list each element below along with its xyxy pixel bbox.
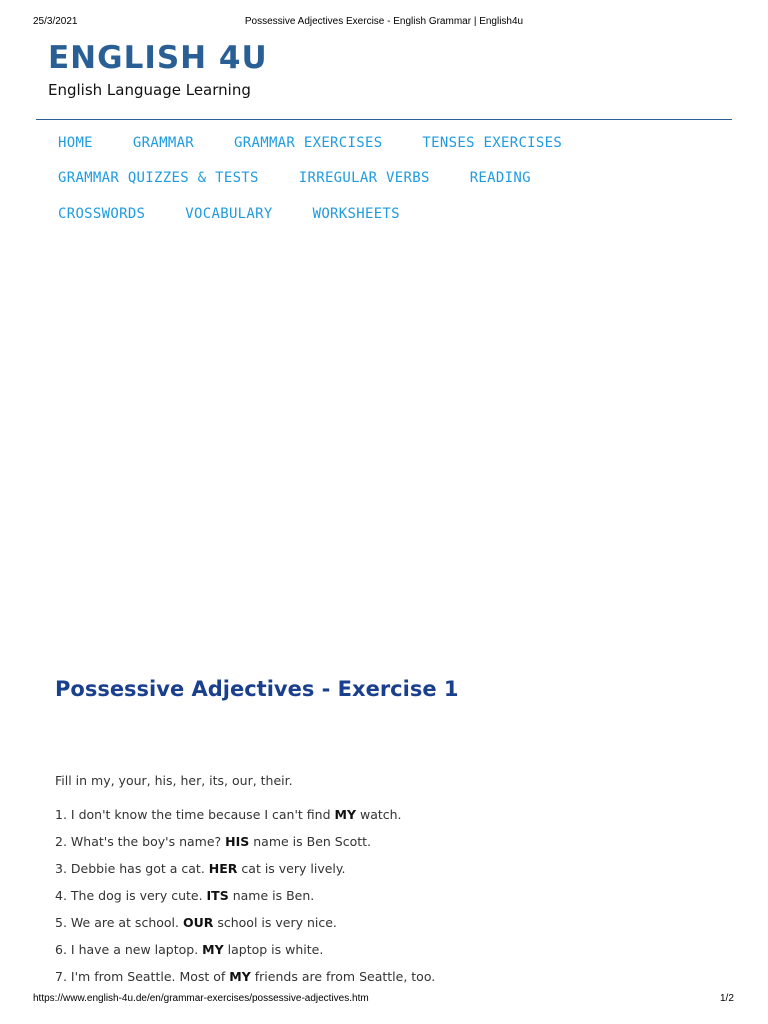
nav-link-home[interactable]: HOME xyxy=(58,135,93,151)
nav-link-crosswords[interactable]: CROSSWORDS xyxy=(58,206,146,222)
sentence-answer: ITS xyxy=(206,888,229,903)
nav-link-grammar[interactable]: GRAMMAR xyxy=(132,135,195,151)
print-url: https://www.english-4u.de/en/grammar-exercises/possessive-adjectives.htm xyxy=(33,993,369,1004)
print-page-number: 1/2 xyxy=(720,993,734,1004)
sentence-text-before: Debbie has got a cat. xyxy=(70,861,209,876)
sentence-answer: HIS xyxy=(225,834,250,849)
sentence-answer: HER xyxy=(208,861,238,876)
exercise-instruction: Fill in my, your, his, her, its, our, their. xyxy=(55,773,293,788)
sentence-number: 7. xyxy=(55,969,67,984)
exercise-sentence xyxy=(55,882,435,909)
exercise-sentence xyxy=(55,828,435,855)
exercise-sentence xyxy=(55,909,435,936)
sentence-text-after: school is very nice. xyxy=(213,915,337,930)
sentence-text-before: What's the boy's name? xyxy=(70,834,226,849)
sentence-number: 3. xyxy=(55,861,67,876)
exercise-sentence xyxy=(55,801,435,828)
nav-row-3 xyxy=(58,203,440,223)
nav-link-tenses-exercises[interactable]: TENSES EXERCISES xyxy=(422,135,563,151)
print-document-title: Possessive Adjectives Exercise - English Grammar | English4u xyxy=(244,16,524,27)
sentence-text-after: name is Ben. xyxy=(228,888,315,903)
nav-row-2 xyxy=(58,167,571,187)
nav-divider xyxy=(36,119,732,120)
sentence-answer: OUR xyxy=(182,915,214,930)
nav-row-1 xyxy=(58,132,602,152)
site-tagline: English Language Learning xyxy=(48,81,251,99)
sentence-text-before: The dog is very cute. xyxy=(70,888,207,903)
sentence-text-after: cat is very lively. xyxy=(237,861,346,876)
exercise-title: Possessive Adjectives - Exercise 1 xyxy=(55,677,459,701)
exercise-sentence xyxy=(55,855,435,882)
sentence-number: 1. xyxy=(55,807,67,822)
site-title[interactable]: ENGLISH 4U xyxy=(48,40,268,76)
sentence-text-before: I'm from Seattle. Most of xyxy=(70,969,230,984)
exercise-sentence xyxy=(55,963,435,990)
nav-link-irregular-verbs[interactable]: IRREGULAR VERBS xyxy=(298,170,430,186)
nav-link-worksheets[interactable]: WORKSHEETS xyxy=(312,206,400,222)
nav-link-grammar-exercises[interactable]: GRAMMAR EXERCISES xyxy=(234,135,383,151)
exercise-sentences xyxy=(55,801,435,990)
exercise-sentence xyxy=(55,936,435,963)
sentence-text-before: I don't know the time because I can't find xyxy=(70,807,335,822)
sentence-answer: MY xyxy=(229,969,251,984)
sentence-number: 2. xyxy=(55,834,67,849)
nav-link-reading[interactable]: READING xyxy=(469,170,531,186)
sentence-answer: MY xyxy=(334,807,356,822)
sentence-text-after: watch. xyxy=(356,807,402,822)
print-date: 25/3/2021 xyxy=(33,16,78,27)
print-header xyxy=(0,16,768,30)
sentence-number: 6. xyxy=(55,942,67,957)
sentence-text-after: laptop is white. xyxy=(223,942,324,957)
sentence-text-before: We are at school. xyxy=(70,915,183,930)
sentence-text-after: name is Ben Scott. xyxy=(249,834,372,849)
sentence-text-before: I have a new laptop. xyxy=(70,942,203,957)
sentence-number: 5. xyxy=(55,915,67,930)
nav-link-vocabulary[interactable]: VOCABULARY xyxy=(185,206,273,222)
nav-link-grammar-quizzes-tests[interactable]: GRAMMAR QUIZZES & TESTS xyxy=(58,170,259,186)
sentence-text-after: friends are from Seattle, too. xyxy=(250,969,436,984)
sentence-number: 4. xyxy=(55,888,67,903)
sentence-answer: MY xyxy=(202,942,224,957)
